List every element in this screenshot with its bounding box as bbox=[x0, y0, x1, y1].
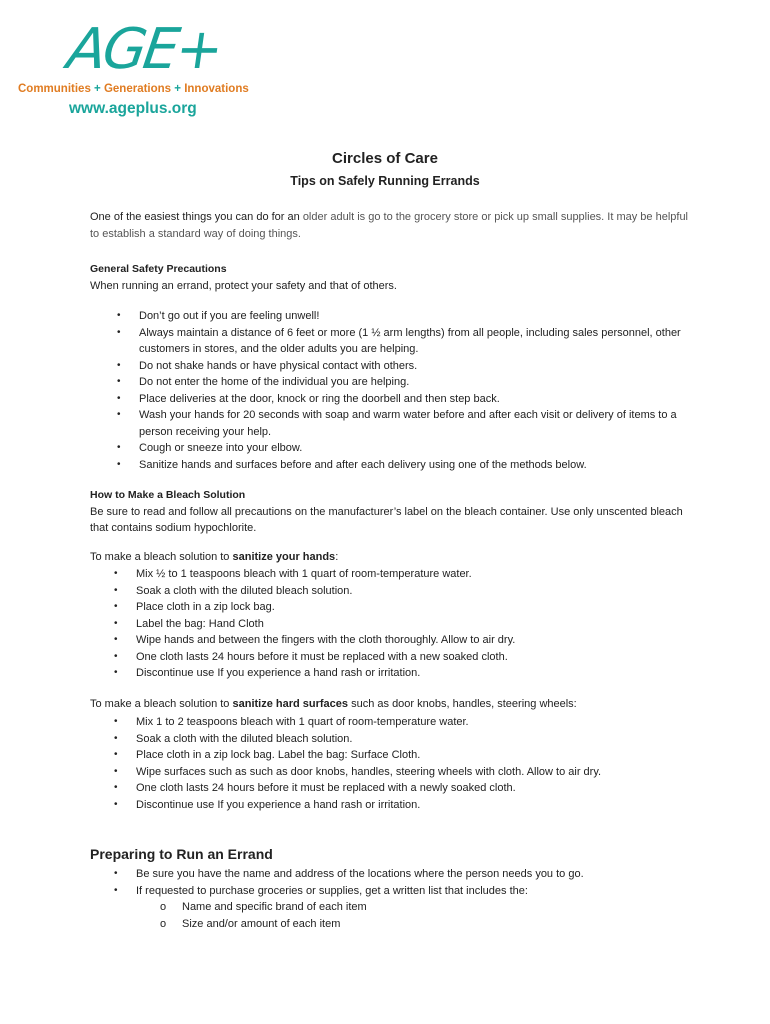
list-item: • Cough or sneeze into your elbow. bbox=[117, 440, 692, 457]
general-safety-heading: General Safety Precautions bbox=[90, 263, 227, 275]
intro-lead: One of the easiest things you can do for an bbox=[90, 211, 303, 223]
list-item: • Wipe hands and between the fingers with the cloth thoroughly. Allow to air dry. bbox=[114, 632, 689, 649]
document-subtitle: Tips on Safely Running Errands bbox=[290, 174, 480, 188]
list-item: • Always maintain a distance of 6 feet or more (1 ½ arm lengths) from all people, including sales personnel, other customers in stores, and the older adults you are helping. bbox=[117, 325, 692, 358]
hands-tail: : bbox=[335, 551, 339, 563]
hands-bold: sanitize your hands bbox=[232, 551, 336, 563]
surfaces-intro bbox=[90, 696, 690, 713]
list-item: • Be sure you have the name and address of the locations where the person needs you to go. bbox=[114, 866, 689, 883]
list-item: • Soak a cloth with the diluted bleach solution. bbox=[114, 731, 689, 748]
bleach-text: Be sure to read and follow all precautions on the manufacturer’s label on the bleach container. Use only unscented bleach that contains sodium hypochlorite. bbox=[90, 505, 683, 534]
list-item: • One cloth lasts 24 hours before it must be replaced with a newly soaked cloth. bbox=[114, 780, 689, 797]
list-item: • Place cloth in a zip lock bag. Label the bag: Surface Cloth. bbox=[114, 747, 689, 764]
errand-sublist bbox=[160, 899, 689, 932]
list-item: • Mix ½ to 1 teaspoons bleach with 1 quart of room-temperature water. bbox=[114, 566, 689, 583]
document-title: Circles of Care bbox=[332, 150, 438, 167]
bleach-heading: How to Make a Bleach Solution bbox=[90, 489, 246, 501]
list-item: • Wash your hands for 20 seconds with soap and warm water before and after each visit or delivery of items to a person receiving your help. bbox=[117, 407, 692, 440]
list-item: • Soak a cloth with the diluted bleach solution. bbox=[114, 583, 689, 600]
intro-rest: older adult is go to the grocery store or pick up small supplies. It may be helpful to establish a standard way of doing things. bbox=[90, 211, 689, 240]
list-item: • Wipe surfaces such as such as door knobs, handles, steering wheels with cloth. Allow to air dry. bbox=[114, 764, 689, 781]
bleach-section bbox=[90, 487, 690, 537]
list-item-text: If requested to purchase groceries or supplies, get a written list that includes the: bbox=[136, 884, 528, 897]
tagline-generations: Generations bbox=[103, 83, 172, 95]
list-item: • Discontinue use If you experience a hand rash or irritation. bbox=[114, 665, 689, 682]
list-item: • One cloth lasts 24 hours before it must be replaced with a new soaked cloth. bbox=[114, 649, 689, 666]
surfaces-tail: such as door knobs, handles, steering wheels: bbox=[348, 698, 577, 710]
list-item: • Do not enter the home of the individual you are helping. bbox=[117, 374, 692, 391]
list-item: • Don’t go out if you are feeling unwell! bbox=[117, 308, 692, 325]
surfaces-list bbox=[114, 714, 689, 813]
list-item: • Place deliveries at the door, knock or ring the doorbell and then step back. bbox=[117, 391, 692, 408]
ageplus-logo bbox=[14, 14, 274, 124]
hands-list bbox=[114, 566, 689, 682]
list-item: • Place cloth in a zip lock bag. bbox=[114, 599, 689, 616]
logo-mark: AGE+ bbox=[63, 17, 225, 82]
sublist-item: o Size and/or amount of each item bbox=[160, 916, 689, 933]
errand-heading: Preparing to Run an Errand bbox=[90, 846, 273, 862]
website-link[interactable]: www.ageplus.org bbox=[69, 100, 197, 117]
tagline-plus-2: + bbox=[174, 83, 181, 95]
general-safety-text: When running an errand, protect your safety and that of others. bbox=[90, 279, 397, 292]
tagline-communities: Communities bbox=[18, 83, 91, 95]
list-item bbox=[114, 883, 689, 933]
sublist-item: o Name and specific brand of each item bbox=[160, 899, 689, 916]
hands-lead: To make a bleach solution to bbox=[90, 551, 233, 563]
tagline-innovations: Innovations bbox=[184, 83, 249, 95]
general-safety-section bbox=[90, 261, 690, 294]
intro-paragraph bbox=[90, 209, 690, 242]
list-item: • Discontinue use If you experience a hand rash or irritation. bbox=[114, 797, 689, 814]
errand-list bbox=[114, 866, 689, 932]
hands-intro bbox=[90, 549, 690, 566]
list-item: • Sanitize hands and surfaces before and after each delivery using one of the methods below. bbox=[117, 457, 692, 474]
list-item: • Mix 1 to 2 teaspoons bleach with 1 quart of room-temperature water. bbox=[114, 714, 689, 731]
general-safety-list bbox=[117, 308, 692, 473]
surfaces-bold: sanitize hard surfaces bbox=[232, 698, 349, 710]
surfaces-lead: To make a bleach solution to bbox=[90, 698, 233, 710]
list-item: • Do not shake hands or have physical contact with others. bbox=[117, 358, 692, 375]
logo-tagline bbox=[18, 83, 249, 95]
list-item: • Label the bag: Hand Cloth bbox=[114, 616, 689, 633]
tagline-plus-1: + bbox=[94, 83, 101, 95]
